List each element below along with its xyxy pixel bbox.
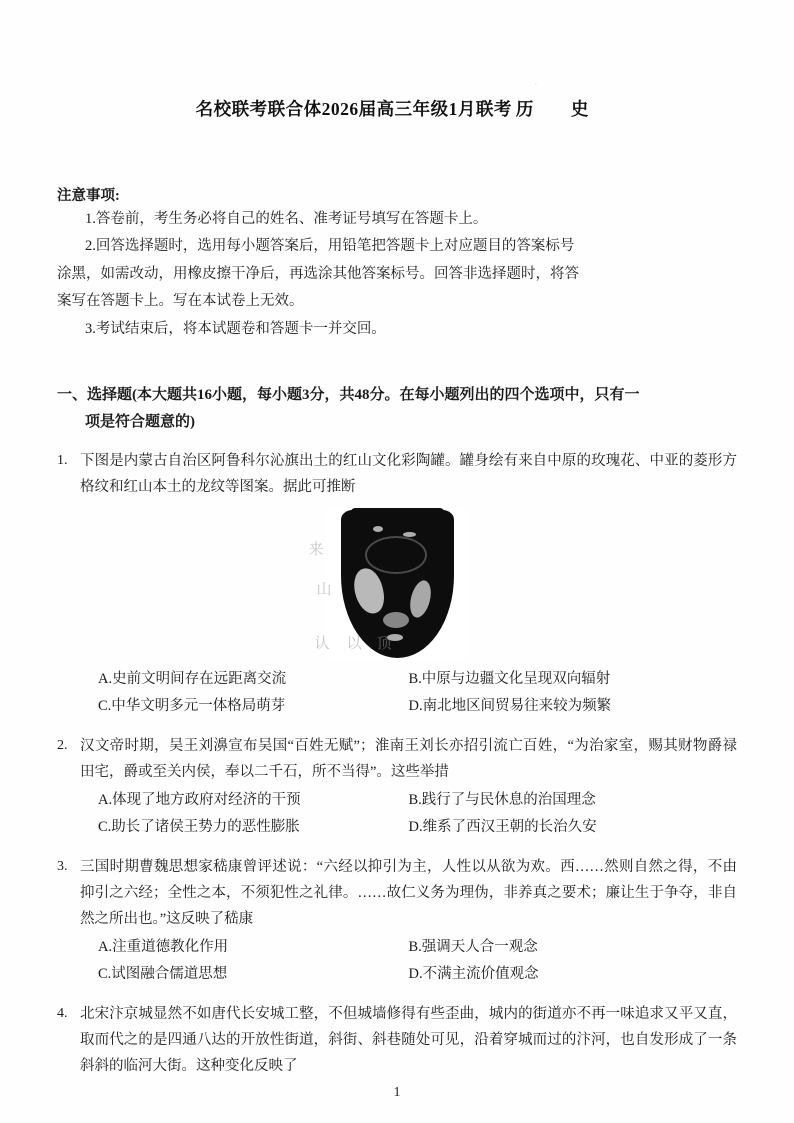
notice-item: 案写在答题卡上。写在本试卷上无效。 xyxy=(57,293,304,310)
option-row xyxy=(80,814,737,841)
notice-item: 1.答卷前，考生务必将自己的姓名、准考证号填写在答题卡上。 xyxy=(85,211,488,227)
question-text: 北宋汴京城显然不如唐代长安城工整，不但城墙修得有些歪曲，城内的街道亦不再一味追求又平又直，取而代之的是四通八达的开放性街道，斜街、斜巷随处可见，沿着穿城而过的汴河，也自发形成了一条斜斜的临河大街。这种变化反映了 xyxy=(80,1005,737,1074)
question-item xyxy=(57,448,737,720)
question-body xyxy=(57,1001,737,1079)
option-row xyxy=(80,787,737,814)
notice-item: 涂黑，如需改动，用橡皮擦干净后，再选涂其他答案标号。回答非选择题时，将答 xyxy=(57,265,579,282)
section-heading-multiple-choice xyxy=(57,382,737,435)
option-row xyxy=(80,961,737,988)
question-number: 3. xyxy=(57,858,68,874)
question-item xyxy=(57,733,737,841)
section-heading-line-2: 项是符合题意的) xyxy=(85,413,195,430)
question-text: 汉文帝时期，吴王刘濞宣布吴国“百姓无赋”；淮南王刘长亦招引流亡百姓，“为治家室，赐其财物爵禄田宅，爵或至关内侯，奉以二千石，所不当得”。这些举措 xyxy=(80,738,737,781)
question-item xyxy=(57,854,737,988)
scan-artifact: · xyxy=(534,78,538,90)
option-row xyxy=(80,693,737,720)
question-body xyxy=(57,733,737,785)
notice-item: 3.考试结束后，将本试题卷和答题卡一并交回。 xyxy=(85,320,386,337)
watermark-text: 认 xyxy=(314,635,330,653)
option-b[interactable]: B.中原与边疆文化呈现双向辐射 xyxy=(408,671,611,688)
option-d[interactable]: D.不满主流价值观念 xyxy=(408,965,539,982)
section-heading-line-1: 一、选择题(本大题共16小题，每小题3分，共48分。在每小题列出的四个选项中，只有一 xyxy=(57,386,640,403)
option-c[interactable]: C.中华文明多元一体格局萌芽 xyxy=(98,698,286,715)
question-figure xyxy=(57,508,737,660)
notice-item: 2.回答选择题时，选用每小题答案后，用铅笔把答题卡上对应题目的答案标号 xyxy=(85,238,575,255)
page-title xyxy=(57,96,737,121)
option-a[interactable]: A.注重道德教化作用 xyxy=(98,939,229,956)
title-main-text: 名校联考联合体2026届高三年级1月联考 xyxy=(195,99,512,119)
option-c[interactable]: C.助长了诸侯王势力的恶性膨胀 xyxy=(98,819,300,836)
question-text: 下图是内蒙古自治区阿鲁科尔沁旗出土的红山文化彩陶罐。罐身绘有来自中原的玫瑰花、中亚的菱形方格纹和红山本土的龙纹等图案。据此可推断 xyxy=(80,453,737,496)
question-text: 三国时期曹魏思想家嵇康曾评述说：“六经以抑引为主，人性以从欲为欢。西……然则自然之得，不由抑引之六经；全性之本，不须犯性之礼律。……故仁义务为理伪，非养真之要术；廉让生于争夺，非自然之所出也。”这反映了嵇康 xyxy=(80,858,737,928)
question-options xyxy=(57,934,737,988)
option-a[interactable]: A.史前文明间存在远距离交流 xyxy=(98,671,287,688)
jar-highlight xyxy=(365,536,427,574)
question-number: 2. xyxy=(57,738,68,754)
question-body xyxy=(57,448,737,500)
question-options xyxy=(57,787,737,841)
red-mountain-culture-painted-pottery-jar-image xyxy=(308,508,470,660)
notice-heading: 注意事项: xyxy=(57,188,120,204)
question-options xyxy=(57,666,737,720)
watermark-text: 山 xyxy=(316,581,332,599)
option-c[interactable]: C.试图融合儒道思想 xyxy=(98,965,228,982)
option-b[interactable]: B.践行了与民休息的治国理念 xyxy=(408,792,596,809)
page-content xyxy=(57,0,737,1079)
question-number: 1. xyxy=(57,453,68,469)
option-b[interactable]: B.强调天人合一观念 xyxy=(408,939,538,956)
option-row xyxy=(80,666,737,693)
question-item xyxy=(57,1001,737,1079)
question-body xyxy=(57,854,737,932)
watermark-text: 以 xyxy=(346,635,362,653)
title-subject-text: 历 史 xyxy=(515,99,599,119)
watermark-text: 顶 xyxy=(376,635,392,653)
page-number: 1 xyxy=(393,1085,401,1100)
question-number: 4. xyxy=(57,1005,68,1021)
watermark-text: 来 xyxy=(308,541,324,559)
option-a[interactable]: A.体现了地方政府对经济的干预 xyxy=(98,792,301,809)
option-d[interactable]: D.维系了西汉王朝的长治久安 xyxy=(408,819,597,836)
option-d[interactable]: D.南北地区间贸易往来较为频繁 xyxy=(408,698,612,715)
option-row xyxy=(80,934,737,961)
